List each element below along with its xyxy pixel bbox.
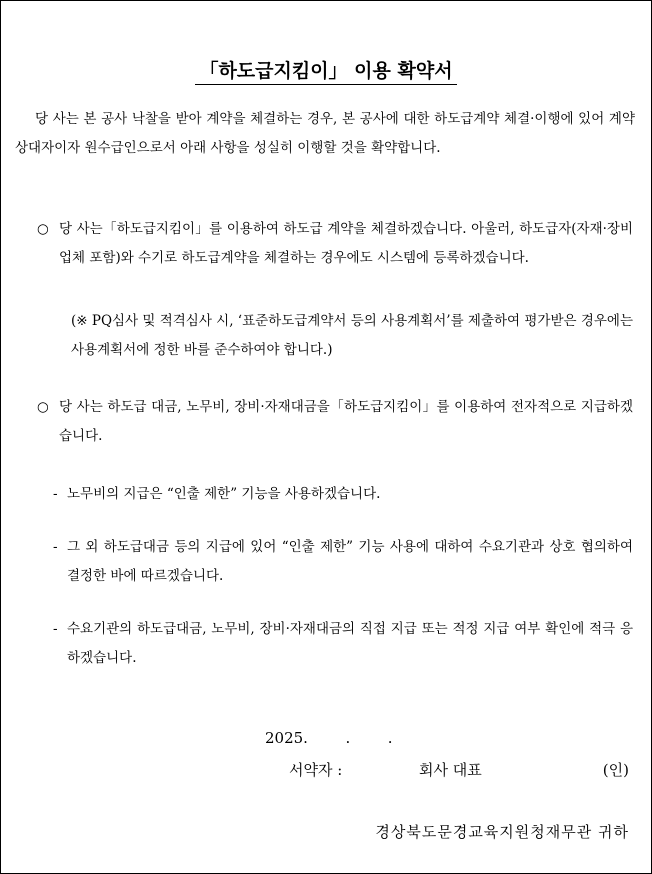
pledge-item-1	[37, 215, 633, 273]
dash-bullet-icon: -	[53, 539, 58, 555]
pledge-item-2	[37, 393, 633, 451]
signer-label: 서약자 :	[289, 761, 343, 779]
sub-item-1-text: 노무비의 지급은 “인출 제한” 기능을 사용하겠습니다.	[67, 486, 381, 502]
sub-item-3	[53, 615, 633, 673]
signer-company: 회사 대표	[419, 761, 482, 779]
sub-item-2	[53, 533, 633, 591]
addressee: 경상북도문경교육지원청재무관 귀하	[375, 823, 629, 841]
document-title-text: 「하도급지킴이」 이용 확약서	[195, 60, 456, 85]
seal-mark: (인)	[602, 761, 629, 779]
sub-item-2-text: 그 외 하도급대금 등의 지급에 있어 “인출 제한” 기능 사용에 대하여 수요기관과 상호 협의하여 결정한 바에 따르겠습니다.	[67, 539, 633, 584]
circle-bullet-icon: ○	[37, 221, 49, 237]
pledge-item-1-note: (※ PQ심사 및 적격심사 시, ‘표준하도급계약서 등의 사용계획서’를 제출하여 평가받은 경우에는 사용계획서에 정한 바를 준수하여야 합니다.)	[71, 313, 633, 358]
dash-bullet-icon: -	[53, 621, 58, 637]
sub-item-3-text: 수요기관의 하도급대금, 노무비, 장비·자재대금의 직접 지급 또는 적정 지급 여부 확인에 적극 응하겠습니다.	[67, 621, 633, 666]
pledge-item-1-text: 당 사는「하도급지킴이」를 이용하여 하도급 계약을 체결하겠습니다. 아울러, 하도급자(자재·장비업체 포함)와 수기로 하도급계약을 체결하는 경우에도 시스템에 등록하겠습니다.	[59, 221, 633, 266]
intro-paragraph: 당 사는 본 공사 낙찰을 받아 계약을 체결하는 경우, 본 공사에 대한 하도급계약 체결·이행에 있어 계약상대자이자 원수급인으로서 아래 사항을 성실히 이행할 것을 확약합니다.	[15, 111, 635, 156]
dash-bullet-icon: -	[53, 486, 58, 502]
signature-date: 2025. . .	[265, 729, 393, 747]
sub-item-1	[53, 480, 633, 509]
circle-bullet-icon: ○	[37, 399, 49, 415]
document-title	[1, 56, 651, 83]
pledge-item-2-text: 당 사는 하도급 대금, 노무비, 장비·자재대금을「하도급지킴이」를 이용하여 전자적으로 지급하겠습니다.	[59, 399, 633, 444]
